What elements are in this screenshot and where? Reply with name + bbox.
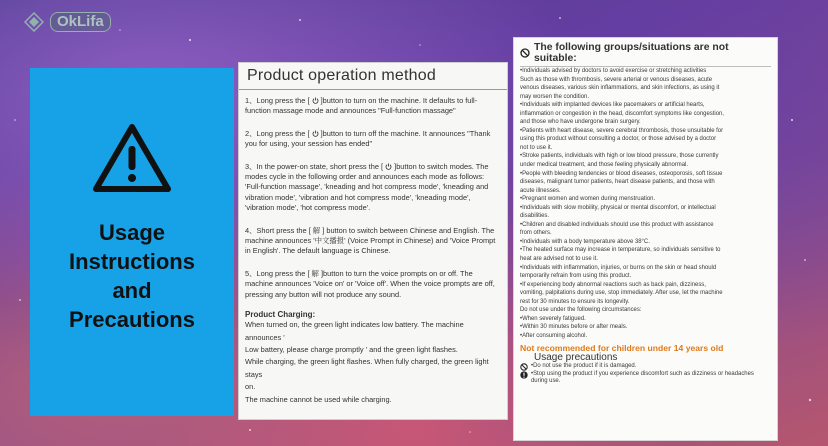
unsuitable-line: •People with bleeding tendencies or blood diseases, osteoporosis, soft tissue bbox=[520, 170, 723, 177]
precaution-item: •Do not use the product if it is damaged. bbox=[520, 363, 771, 371]
operation-step-3: 3、In the power-on state, short press the [ ]button to switch modes. The modes cycle in the following order and announces each mode as follows: 'Full-function massage', 'kneading and hot compress mode', 'kneading and vibration mode', 'vibration and hot compress mode', 'kneading mode', 'vibration mode', 'hot compress mode'. bbox=[245, 161, 489, 213]
logo-wordmark: OkLifa bbox=[50, 12, 111, 32]
unsuitable-line: disabilities. bbox=[520, 213, 550, 220]
unsuitable-line: under medical treatment, and those feeling physically abnormal. bbox=[520, 162, 688, 169]
unsuitable-line: acute illnesses. bbox=[520, 187, 561, 194]
unsuitable-line: •Children and disabled individuals should use this product with assistance bbox=[520, 221, 714, 228]
card-title: Usage Instructions and Precautions bbox=[69, 220, 195, 332]
usage-instructions-card bbox=[30, 68, 234, 416]
unsuitable-line: diseases, malignant tumor patients, heart disease patients, and those with bbox=[520, 179, 715, 186]
unsuitable-line: rest for 30 minutes to ensure its longevity. bbox=[520, 298, 630, 305]
unsuitable-line: •Individuals with implanted devices like pacemakers or artificial hearts, bbox=[520, 102, 705, 109]
product-operation-panel bbox=[238, 62, 508, 420]
charging-line: When turned on, the green light indicates low battery. The machine announces ' bbox=[245, 320, 464, 342]
charging-title: Product Charging: bbox=[245, 310, 316, 320]
precaution-item: •Stop using the product if you experience discomfort such as dizziness or headaches during use. bbox=[520, 371, 771, 386]
logo-mark-icon bbox=[24, 12, 44, 32]
charging-line: Low battery, please charge promptly ' and the green light flashes. bbox=[245, 344, 458, 354]
operation-heading: Product operation method bbox=[239, 67, 507, 90]
unsuitable-line: •After consuming alcohol. bbox=[520, 332, 588, 339]
power-icon bbox=[312, 130, 319, 137]
brand-logo bbox=[24, 12, 111, 32]
unsuitable-groups-panel bbox=[513, 37, 778, 441]
unsuitable-line: •If experiencing body abnormal reactions such as back pain, dizziness, bbox=[520, 281, 706, 288]
unsuitable-line: heat are advised not to use it. bbox=[520, 256, 598, 263]
unsuitable-line: from others. bbox=[520, 230, 552, 237]
charging-line: on. bbox=[245, 382, 256, 392]
unsuitable-line: •When severely fatigued. bbox=[520, 315, 586, 322]
ban-icon bbox=[520, 363, 528, 371]
power-icon bbox=[312, 97, 319, 104]
unsuitable-line: and those who have undergone brain surgery. bbox=[520, 119, 641, 126]
unsuitable-line: •Individuals with inflammation, injuries, or burns on the skin or head should bbox=[520, 264, 717, 271]
unsuitable-heading: The following groups/situations are not suitable: bbox=[520, 42, 771, 67]
operation-step-4: 4、Short press the [ 解 ] button to switch between Chinese and English. The machine announces '中文播报' (Voice Prompt in Chinese) and 'Voice Prompt in English'. The default language is Chinese. bbox=[245, 225, 496, 256]
unsuitable-list bbox=[520, 67, 771, 341]
operation-step-5: 5、Long press the [ 解 ]button to turn the voice prompts on or off. The machine announces 'Voice on' or 'Voice off'. When the voice prompts are off, pressing any button will not produce any sound. bbox=[245, 268, 495, 299]
unsuitable-line: inflammation or congestion in the head, discomfort symptoms like congestion, bbox=[520, 110, 724, 117]
unsuitable-line: may worsen the condition. bbox=[520, 93, 589, 100]
unsuitable-line: •Patients with heart disease, severe cerebral thrombosis, those unsuitable for bbox=[520, 127, 724, 134]
unsuitable-line: •Individuals advised by doctors to avoid exercise or stretching activities bbox=[520, 68, 707, 74]
unsuitable-line: Do not use under the following circumstances: bbox=[520, 307, 642, 314]
precautions-heading: Usage precautions bbox=[534, 351, 618, 363]
operation-step-1: 1、Long press the [ ]button to turn on the machine. It defaults to full-function massage mode and announces "Full-function massage" bbox=[245, 96, 478, 116]
charging-line: The machine cannot be used while charging. bbox=[245, 394, 392, 404]
operation-step-2: 2、Long press the [ ]button to turn off the machine. It announces "Thank you for using, your session has ended" bbox=[245, 128, 491, 149]
unsuitable-line: not to use it. bbox=[520, 144, 553, 151]
exclamation-icon bbox=[520, 371, 528, 379]
unsuitable-line: vomiting, palpitations during use, stop immediately. After use, let the machine bbox=[520, 290, 723, 297]
warning-triangle-icon bbox=[91, 122, 173, 194]
operation-steps bbox=[239, 90, 507, 406]
unsuitable-line: •Individuals with slow mobility, physical or mental discomfort, or intellectual bbox=[520, 204, 716, 211]
unsuitable-line: •Stroke patients, individuals with high or low blood pressure, those currently bbox=[520, 153, 719, 160]
unsuitable-line: Such as those with thrombosis, severe arterial or venous diseases, acute bbox=[520, 76, 713, 83]
charging-line: While charging, the green light flashes. When fully charged, the green light stays bbox=[245, 357, 489, 379]
unsuitable-line: •Pregnant women and women during menstruation. bbox=[520, 196, 656, 203]
unsuitable-line: •Individuals with a body temperature above 38°C. bbox=[520, 238, 650, 245]
children-warning: Not recommended for children under 14 years old bbox=[520, 342, 724, 353]
unsuitable-line: using this product without consulting a doctor, or those advised by a doctor bbox=[520, 136, 717, 143]
unsuitable-line: venous diseases, various skin inflammations, and skin infections, as using it bbox=[520, 85, 720, 92]
unsuitable-line: •Within 30 minutes before or after meals. bbox=[520, 324, 628, 331]
unsuitable-line: •The heated surface may increase in temperature, so individuals sensitive to bbox=[520, 247, 721, 254]
ban-icon bbox=[520, 48, 530, 58]
unsuitable-line: temporarily refrain from using this product. bbox=[520, 273, 632, 280]
